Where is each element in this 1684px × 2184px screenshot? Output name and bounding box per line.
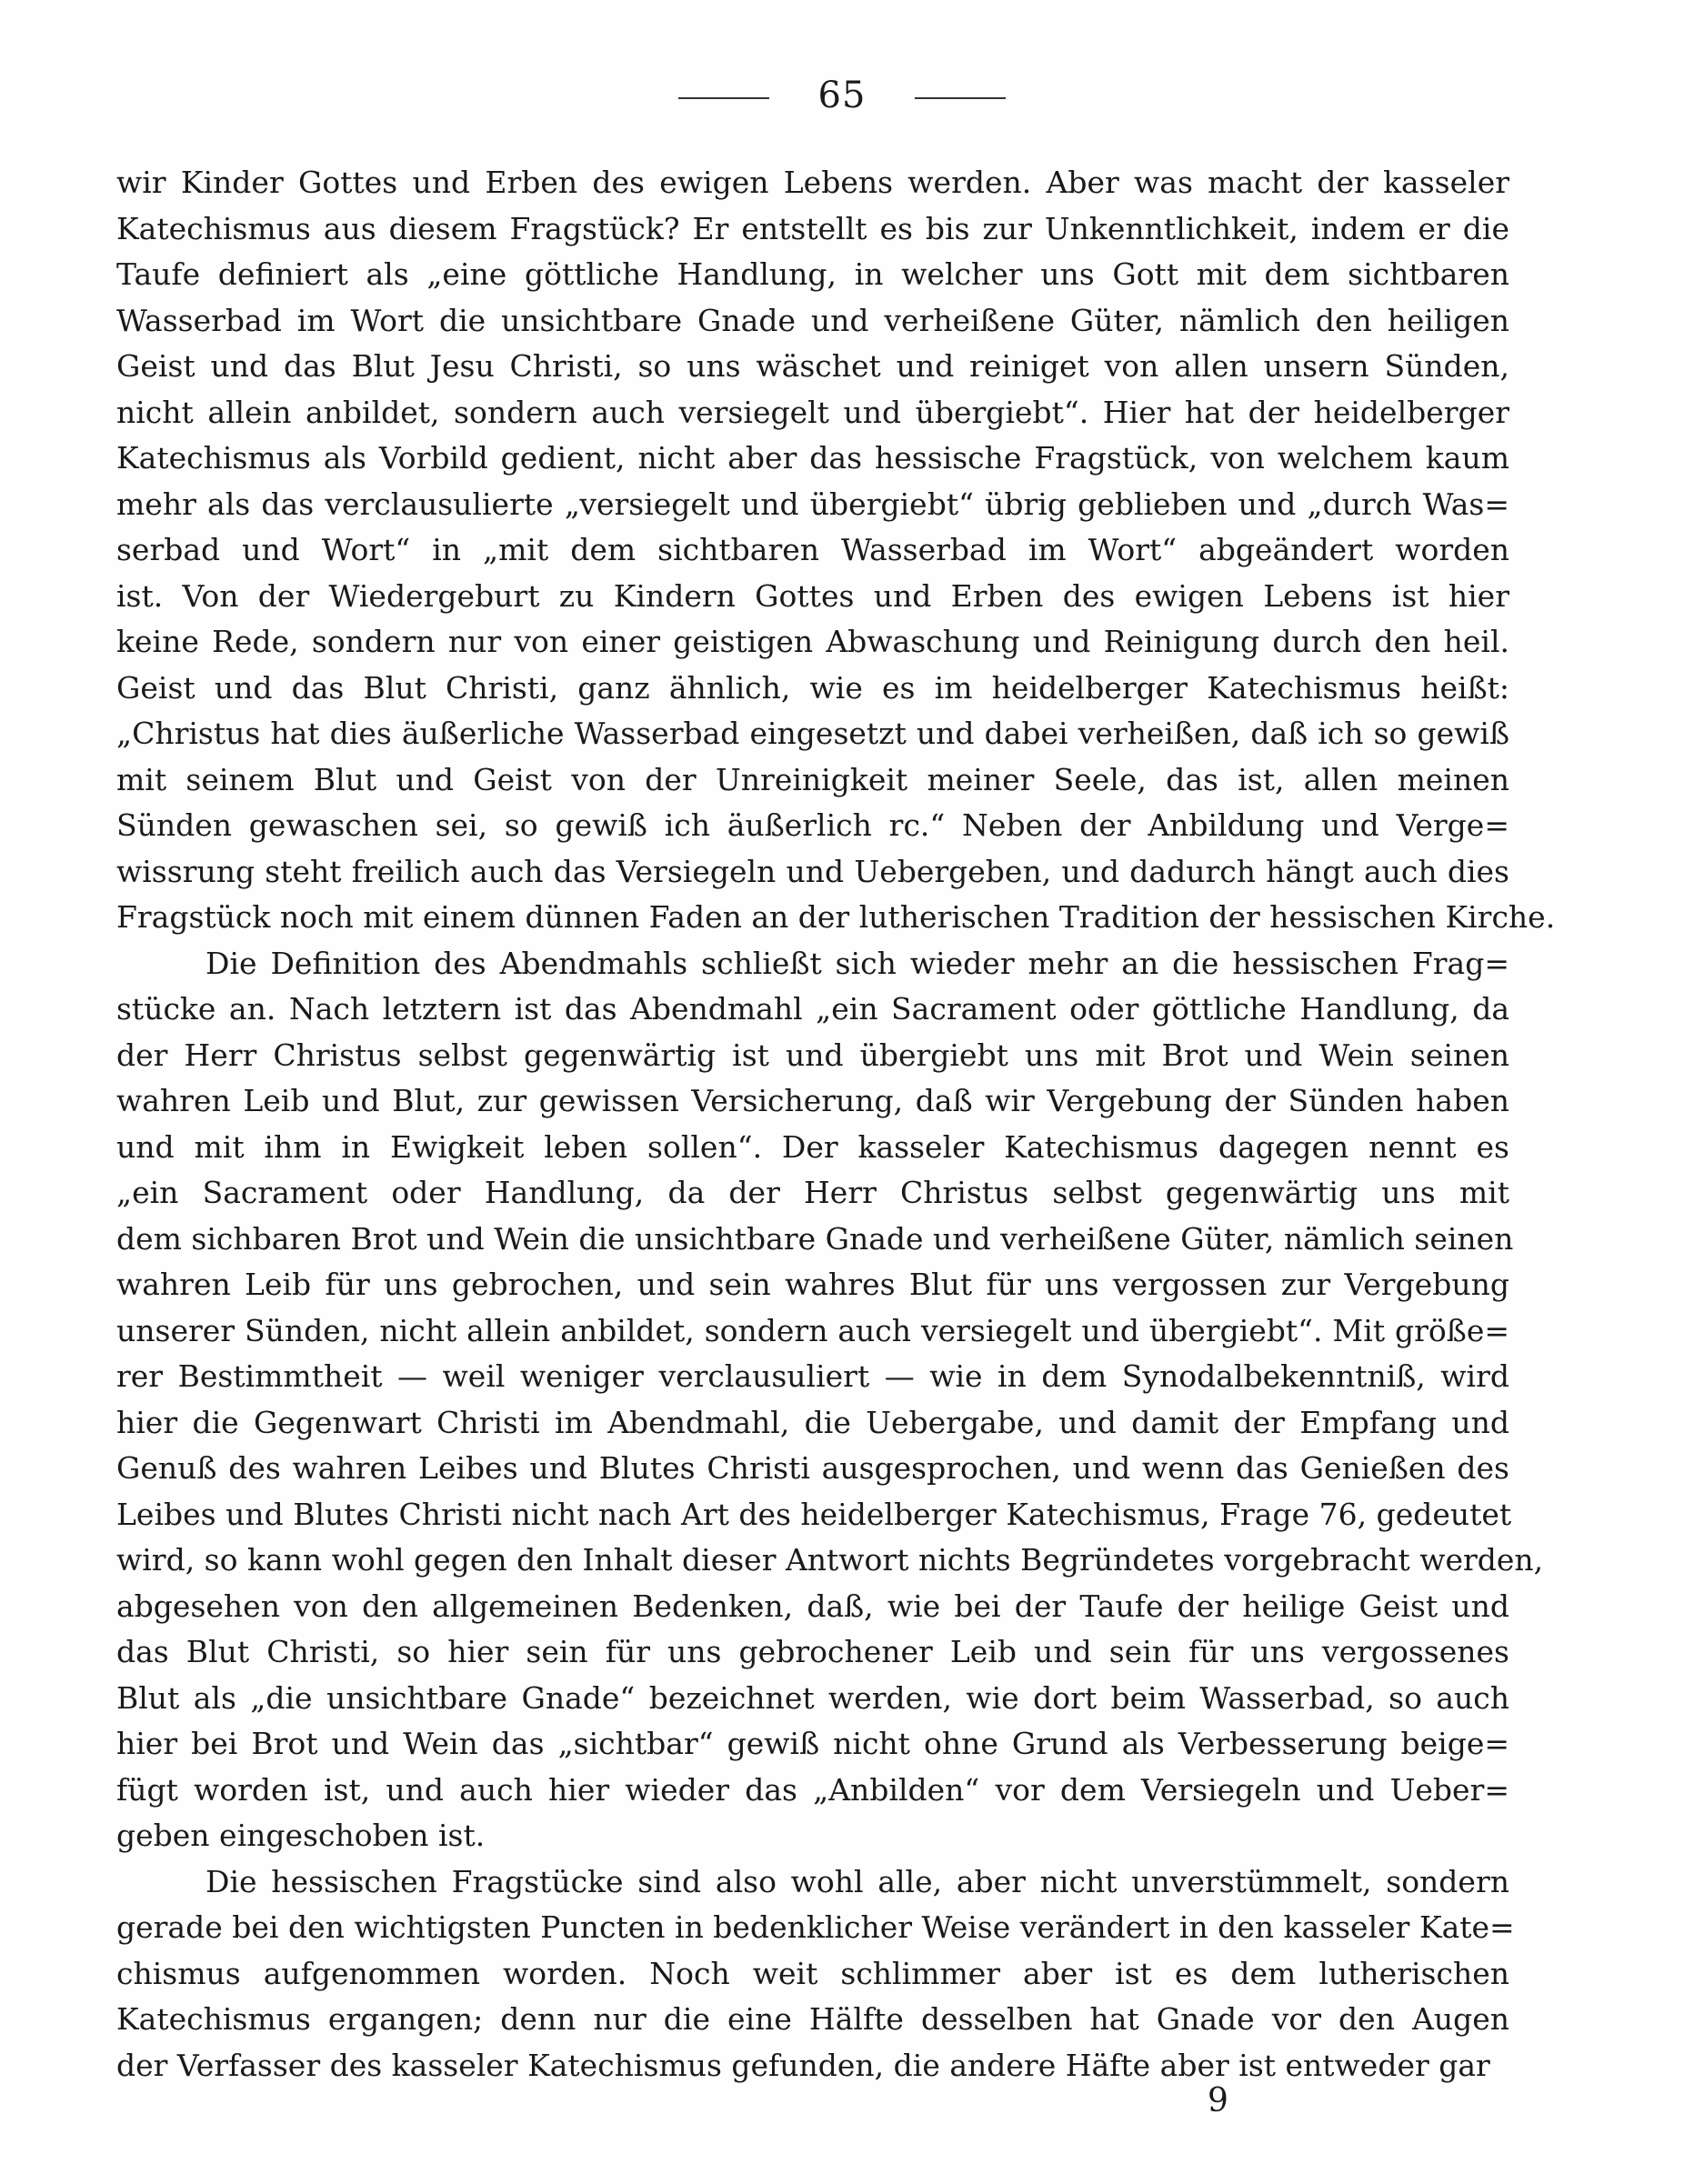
text-line: Sünden gewaschen sei, so gewiß ich äußerlich rc.“ Neben der Anbildung und Verge= [116, 807, 1509, 843]
page-number: 65 [817, 75, 867, 116]
text-line: Taufe definiert als „eine göttliche Handlung, in welcher uns Gott mit dem sichtbaren [116, 256, 1509, 292]
text-line: „Christus hat dies äußerliche Wasserbad eingesetzt und dabei verheißen, daß ich so gewiß [116, 716, 1509, 751]
text-line: serbad und Wort“ in „mit dem sichtbaren Wasserbad im Wort“ abgeändert worden [116, 532, 1509, 567]
text-line: ist. Von der Wiedergeburt zu Kindern Gottes und Erben des ewigen Lebens ist hier [116, 577, 1509, 614]
text-line: rer Bestimmtheit — weil weniger verclausuliert — wie in dem Synodalbekenntniß, wird [116, 1358, 1509, 1394]
text-line: und mit ihm in Ewigkeit leben sollen“. Der kasseler Katechismus dagegen nennt es [116, 1128, 1509, 1165]
text-line: Die hessischen Fragstücke sind also wohl alle, aber nicht unverstümmelt, sondern [205, 1863, 1509, 1899]
text-line: das Blut Christi, so hier sein für uns gebrochener Leib und sein für uns vergossenes [116, 1634, 1509, 1669]
header-rule-right [915, 97, 1006, 99]
text-line: chismus aufgenommen worden. Noch weit schlimmer aber ist es dem lutherischen [116, 1955, 1509, 1991]
text-line: wird, so kann wohl gegen den Inhalt dieser Antwort nichts Begründetes vorgebracht werden, [116, 1542, 1544, 1578]
text-line: nicht allein anbildet, sondern auch versiegelt und übergiebt“. Hier hat der heidelberger [116, 394, 1509, 430]
text-line: unserer Sünden, nicht allein anbildet, sondern auch versiegelt und übergiebt“. Mit größe= [116, 1312, 1509, 1348]
text-line: Katechismus als Vorbild gedient, nicht aber das hessische Fragstück, von welchem kaum [116, 440, 1509, 476]
text-line: Die Definition des Abendmahls schließt sich wieder mehr an die hessischen Frag= [205, 945, 1509, 981]
text-line: Geist und das Blut Jesu Christi, so uns wäschet und reiniget von allen unsern Sünden, [116, 348, 1509, 384]
text-line: Wasserbad im Wort die unsichtbare Gnade und verheißene Güter, nämlich den heiligen [116, 302, 1509, 338]
text-line: wahren Leib und Blut, zur gewissen Versicherung, daß wir Vergebung der Sünden haben [116, 1083, 1509, 1118]
text-line: dem sichbaren Brot und Wein die unsichtbare Gnade und verheißene Güter, nämlich seinen [116, 1220, 1514, 1257]
text-line: geben eingeschoben ist. [116, 1818, 486, 1853]
text-line: fügt worden ist, und auch hier wieder das „Anbilden“ vor dem Versiegeln und Ueber= [116, 1771, 1509, 1808]
text-line: keine Rede, sondern nur von einer geistigen Abwaschung und Reinigung durch den heil. [116, 624, 1509, 659]
page-header [0, 75, 1684, 116]
header-rule-left [678, 97, 769, 99]
text-line: der Herr Christus selbst gegenwärtig ist und übergiebt uns mit Brot und Wein seinen [116, 1037, 1509, 1073]
text-line: der Verfasser des kasseler Katechismus gefunden, die andere Häfte aber ist entweder gar [116, 2047, 1490, 2083]
text-line: hier bei Brot und Wein das „sichtbar“ gewiß nicht ohne Grund als Verbesserung beige= [116, 1726, 1509, 1761]
text-line: abgesehen von den allgemeinen Bedenken, daß, wie bei der Taufe der heilige Geist und [116, 1588, 1509, 1624]
text-line: mehr als das verclausulierte „versiegelt und übergiebt“ übrig geblieben und „durch Was= [116, 486, 1509, 522]
text-line: wir Kinder Gottes und Erben des ewigen Lebens werden. Aber was macht der kasseler [116, 165, 1509, 200]
text-line: Leibes und Blutes Christi nicht nach Art des heidelberger Katechismus, Frage 76, gedeutet [116, 1496, 1512, 1532]
text-line: Genuß des wahren Leibes und Blutes Christi ausgesprochen, und wenn das Genießen des [116, 1450, 1509, 1486]
text-line: mit seinem Blut und Geist von der Unreinigkeit meiner Seele, das ist, allen meinen [116, 761, 1509, 797]
text-line: hier die Gegenwart Christi im Abendmahl, die Uebergabe, und damit der Empfang und [116, 1404, 1509, 1440]
text-line: „ein Sacrament oder Handlung, da der Herr Christus selbst gegenwärtig uns mit [116, 1175, 1509, 1210]
text-line: Katechismus ergangen; denn nur die eine Hälfte desselben hat Gnade vor den Augen [116, 2001, 1509, 2037]
text-line: Geist und das Blut Christi, ganz ähnlich, wie es im heidelberger Katechismus heißt: [116, 669, 1509, 706]
body-text [116, 160, 1556, 2089]
text-line: wissrung steht freilich auch das Versiegeln und Uebergeben, und dadurch hängt auch dies [116, 853, 1509, 889]
text-line: Fragstück noch mit einem dünnen Faden an der lutherischen Tradition der hessischen Kirche. [116, 899, 1556, 935]
text-line: wahren Leib für uns gebrochen, und sein wahres Blut für uns vergossen zur Vergebung [116, 1267, 1509, 1302]
text-line: gerade bei den wichtigsten Puncten in bedenklicher Weise verändert in den kasseler Kate= [116, 1909, 1515, 1945]
text-line: Katechismus aus diesem Fragstück? Er entstellt es bis zur Unkenntlichkeit, indem er die [116, 210, 1509, 246]
signature-mark: 9 [1208, 2082, 1228, 2119]
text-line: stücke an. Nach letztern ist das Abendmahl „ein Sacrament oder göttliche Handlung, da [116, 991, 1509, 1027]
text-line: Blut als „die unsichtbare Gnade“ bezeichnet werden, wie dort beim Wasserbad, so auch [116, 1679, 1509, 1716]
